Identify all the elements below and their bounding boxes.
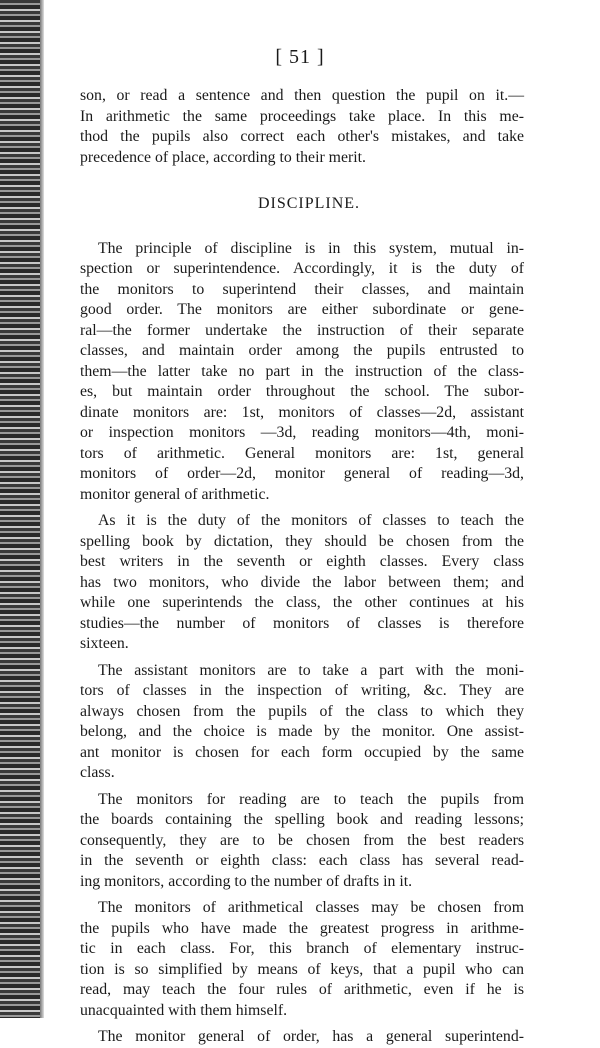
text-line: the boards containing the spelling book and reading lessons;	[80, 811, 524, 828]
text-line: thod the pupils also correct each other's mistakes, and take	[80, 128, 524, 145]
text-line: spelling book by dictation, they should be chosen from the	[80, 532, 524, 550]
text-line: read, may teach the four rules of arithmetic, even if he is	[80, 981, 524, 998]
text-line: dinate monitors are: 1st, monitors of classes—2d, assistant	[80, 403, 524, 421]
text-line: the pupils who have made the greatest progress in arithme-	[80, 919, 524, 937]
paragraph-reading-monitors	[80, 790, 524, 893]
text-line: the monitors to superintend their classes, and maintain	[80, 280, 524, 298]
text-line: class.	[80, 764, 115, 781]
text-line: tors of classes in the inspection of writing, &c. They are	[80, 682, 524, 699]
text-line: The monitors of arithmetical classes may be chosen from	[98, 899, 524, 916]
text-line: belong, and the choice is made by the monitor. One assist-	[80, 723, 524, 740]
paragraph-principle	[80, 239, 524, 506]
text-line: best writers in the seventh or eighth classes. Every class	[80, 553, 524, 570]
text-line: monitor general of arithmetic.	[80, 485, 270, 503]
paragraph-monitor-general-of-order	[80, 1027, 524, 1048]
text-line: classes, and maintain order among the pupils entrusted to	[80, 342, 524, 359]
book-spine-edge	[0, 0, 40, 1018]
text-line: As it is the duty of the monitors of classes to teach the	[98, 512, 524, 529]
text-line: In arithmetic the same proceedings take place. In this me-	[80, 107, 524, 125]
page-number: [ 51 ]	[275, 46, 325, 68]
text-line: has two monitors, who divide the labor between them; and	[80, 573, 524, 591]
text-line: sixteen.	[80, 635, 129, 652]
page-text	[80, 86, 524, 1048]
paragraph-monitors-of-classes	[80, 511, 524, 655]
text-line: or inspection monitors —3d, reading monitors—4th, moni-	[80, 424, 524, 441]
text-line: tic in each class. For, this branch of elementary instruc-	[80, 940, 524, 957]
text-line: tors of arithmetic. General monitors are: 1st, general	[80, 444, 524, 462]
text-line: The monitors for reading are to teach the pupils from	[98, 790, 524, 808]
text-line: good order. The monitors are either subordinate or gene-	[80, 301, 524, 318]
section-heading: DISCIPLINE.	[257, 195, 361, 212]
text-line: monitors of order—2d, monitor general of reading—3d,	[80, 465, 524, 482]
text-line: ant monitor is chosen for each form occupied by the same	[80, 743, 524, 761]
text-line: while one superintends the class, the other continues at his	[80, 594, 524, 611]
paragraph-assistant-monitors	[80, 661, 524, 784]
intro-paragraph	[80, 86, 524, 168]
text-line: tion is so simplified by means of keys, that a pupil who can	[80, 960, 524, 978]
text-line: studies—the number of monitors of classes is therefore	[80, 614, 524, 632]
text-line: es, but maintain order throughout the school. The subor-	[80, 383, 524, 400]
text-line: The assistant monitors are to take a part with the moni-	[98, 661, 524, 679]
text-line: them—the latter take no part in the instruction of the class-	[80, 362, 524, 380]
text-line: in the seventh or eighth class: each class has several read-	[80, 852, 524, 869]
text-line: unacquainted with them himself.	[80, 1001, 288, 1019]
text-line: precedence of place, according to their merit.	[80, 148, 366, 166]
text-line: spection or superintendence. Accordingly, it is the duty of	[80, 260, 524, 277]
text-line: always chosen from the pupils of the class to which they	[80, 702, 524, 720]
text-line: son, or read a sentence and then question the pupil on it.—	[80, 87, 524, 104]
text-line: The monitor general of order, has a general superintend-	[98, 1028, 524, 1045]
text-line: The principle of discipline is in this system, mutual in-	[98, 239, 524, 257]
text-line: consequently, they are to be chosen from the best readers	[80, 831, 524, 849]
text-line: ing monitors, according to the number of drafts in it.	[80, 872, 413, 890]
text-line: ral—the former undertake the instruction of their separate	[80, 321, 524, 339]
paragraph-arithmetic-monitors	[80, 898, 524, 1021]
